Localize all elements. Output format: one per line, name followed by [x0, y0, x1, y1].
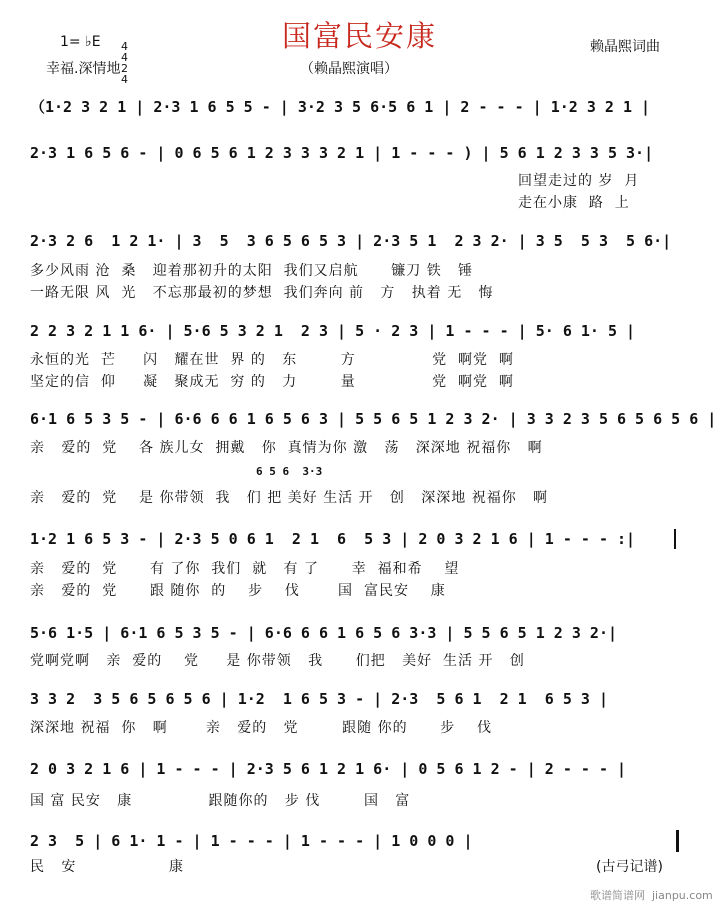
lyric-line: 亲 爱的 党 有 了你 我们 就 有 了 幸 福和希 望: [30, 561, 460, 577]
notation-row: 3 3 2 3 5 6 5 6 5 6 | 1·2 1 6 5 3 - | 2·3 5 6 1 2 1 6 5 3 |: [30, 690, 608, 708]
alternate-notation: 6 5 6 3·3: [256, 465, 323, 478]
composer-credit: 赖晶熙词曲: [590, 39, 660, 55]
notation-row: 2 2 3 2 1 1 6· | 5·6 5 3 2 1 2 3 | 5 · 2 3 | 1 - - - | 5· 6 1· 5 |: [30, 322, 636, 340]
notation-row: 1·2 1 6 5 3 - | 2·3 5 0 6 1 2 1 6 5 3 | 2 0 3 2 1 6 | 1 - - - :|: [30, 530, 636, 548]
repeat-barline: [674, 529, 676, 549]
lyric-line: 多少风雨 沧 桑 迎着那初升的太阳 我们又启航 镰刀 铁 锤: [30, 263, 474, 279]
transcriber-note: (古弓记谱): [596, 859, 663, 875]
expression-marking: 幸福.深情地: [46, 61, 121, 77]
notation-row: （1·2 3 2 1 | 2·3 1 6 5 5 - | 3·2 3 5 6·5 6 1 | 2 - - - | 1·2 3 2 1 |: [30, 98, 651, 116]
lyric-line: 国 富 民安 康 跟随你的 步 伐 国 富: [30, 793, 411, 809]
final-barline: [676, 830, 679, 852]
singer-credit: （赖晶熙演唱）: [300, 61, 398, 77]
notation-row: 2 0 3 2 1 6 | 1 - - - | 2·3 5 6 1 2 1 6· | 0 5 6 1 2 - | 2 - - - |: [30, 760, 627, 778]
lyric-line: 深深地 祝福 你 啊 亲 爱的 党 跟随 你的 步 伐: [30, 720, 493, 736]
lyric-line: 走在小康 路 上: [518, 195, 630, 211]
lyric-line: 坚定的信 仰 凝 聚成无 穷 的 力 量 党 啊党 啊: [30, 374, 514, 390]
notation-row: 2·3 1 6 5 6 - | 0 6 5 6 1 2 3 3 3 2 1 | 1 - - - ) | 5 6 1 2 3 3 5 3·|: [30, 144, 654, 162]
lyric-line: 党啊党啊 亲 爱的 党 是 你带领 我 们把 美好 生活 开 创: [30, 653, 525, 669]
lyric-line: 亲 爱的 党 跟 随你 的 步 伐 国 富民安 康: [30, 583, 446, 599]
song-title: 国富民安康: [281, 19, 437, 53]
notation-row: 2 3 5 | 6 1· 1 - | 1 - - - | 1 - - - | 1 0 0 0 |: [30, 832, 473, 850]
lyric-line: 民 安 康: [30, 859, 185, 875]
time-signature: 4 4 2 4: [121, 40, 128, 86]
key-signature: 1= ♭E: [60, 34, 101, 50]
lyric-line: 一路无限 风 光 不忘那最初的梦想 我们奔向 前 方 执着 无 悔: [30, 285, 494, 301]
notation-row: 2·3 2 6 1 2 1· | 3 5 3 6 5 6 5 3 | 2·3 5 1 2 3 2· | 3 5 5 3 5 6·|: [30, 232, 672, 250]
notation-row: 6·1 6 5 3 5 - | 6·6 6 6 1 6 5 6 3 | 5 5 6 5 1 2 3 2· | 3 3 2 3 5 6 5 6 5 6 |: [30, 410, 717, 428]
site-watermark: 歌谱简谱网 jianpu.com: [590, 889, 713, 902]
lyric-line: 亲 爱的 党 各 族儿女 拥戴 你 真情为你 激 荡 深深地 祝福你 啊: [30, 440, 543, 456]
notation-row: 5·6 1·5 | 6·1 6 5 3 5 - | 6·6 6 6 1 6 5 6 3·3 | 5 5 6 5 1 2 3 2·|: [30, 624, 617, 642]
lyric-line: 亲 爱的 党 是 你带领 我 们 把 美好 生活 开 创 深深地 祝福你 啊: [30, 490, 549, 506]
lyric-line: 回望走过的 岁 月: [518, 173, 640, 189]
lyric-line: 永恒的光 芒 闪 耀在世 界 的 东 方 党 啊党 啊: [30, 352, 514, 368]
